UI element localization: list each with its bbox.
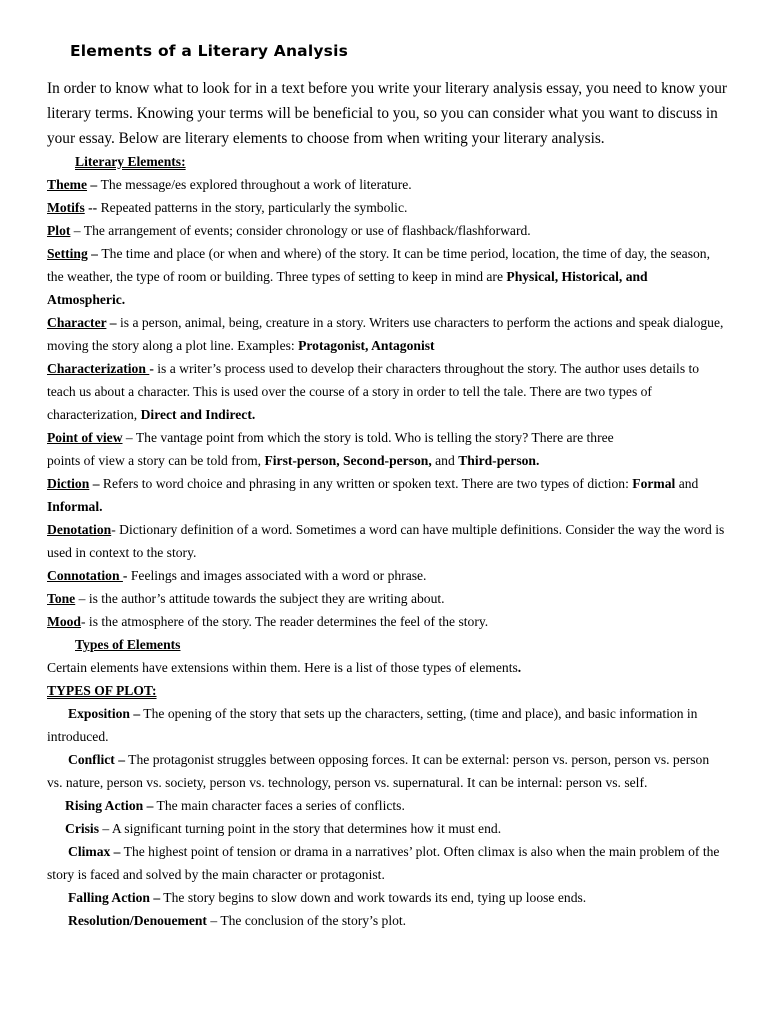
term-definition: The arrangement of events; consider chronology or use of flashback/flashforward. [83, 223, 531, 238]
plot-type-label: Exposition – [68, 706, 141, 721]
term-point-of-view-continued [47, 449, 727, 472]
term-bold-emphasis: Formal [632, 476, 676, 491]
term-setting [47, 242, 727, 311]
plot-types-heading: TYPES OF PLOT: [47, 683, 157, 698]
plot-type-crisis [47, 817, 727, 840]
term-label: Denotation [47, 522, 112, 537]
plot-type-definition: The highest point of tension or drama in a narratives’ plot. Often climax is also when the main problem of the story is faced and solved by the main character or protagonist. [47, 844, 720, 882]
term-bold-emphasis: Third-person. [458, 453, 540, 468]
literary-elements-heading-text: Literary Elements: [75, 154, 186, 169]
term-definition: The time and place (or when and where) of the story. It can be time period, location, the time of day, the season, the weather, the type of room or building. Three types of setting to keep in mind are [47, 246, 710, 284]
term-label: Theme [47, 177, 88, 192]
term-label: Character [47, 315, 107, 330]
term-bold-emphasis: First-person, Second-person, [264, 453, 432, 468]
term-definition: points of view a story can be told from, [47, 453, 265, 468]
types-heading-line [47, 633, 727, 656]
term-separator: – [75, 591, 89, 606]
term-definition: is the author’s attitude towards the subject they are writing about. [88, 591, 445, 606]
plot-type-definition: – A significant turning point in the story that determines how it must end. [98, 821, 502, 836]
term-definition: is a writer’s process used to develop their characters throughout the story. The author uses details to teach us about a character. This is used over the course of a story in order to tell the tale. There are two types of characterization, [47, 361, 700, 422]
plot-type-definition: The protagonist struggles between opposing forces. It can be external: person vs. person, person vs. person vs. nature, person vs. society, person vs. technology, person vs. supernatural. It can be internal: person vs. self. [47, 752, 710, 790]
term-separator: – [87, 177, 101, 192]
plot-type-label: Resolution/Denouement [68, 913, 207, 928]
intro-paragraph: In order to know what to look for in a text before you write your literary analysis essay, you need to know your literary terms. Knowing your terms will be beneficial to you, so you can consider what you want to discuss in your essay. Below are literary elements to choose from when writing your literary analysis. [47, 80, 727, 147]
term-separator: – [70, 223, 84, 238]
types-intro-text: Certain elements have extensions within them. Here is a list of those types of elements [47, 660, 518, 675]
term-label: Motifs [47, 200, 85, 215]
term-separator: – [122, 430, 136, 445]
literary-elements-heading [47, 154, 186, 169]
plot-type-definition: The main character faces a series of conflicts. [153, 798, 405, 813]
page-title: Elements of a Literary Analysis [70, 42, 349, 60]
term-label: Point of view [47, 430, 123, 445]
term-label: Plot [47, 223, 71, 238]
plot-type-rising-action [47, 794, 727, 817]
term-label: Tone [47, 591, 76, 606]
term-label: Diction [47, 476, 90, 491]
term-definition: The message/es explored throughout a work of literature. [100, 177, 412, 192]
plot-type-definition: The opening of the story that sets up the characters, setting, (time and place), and basic information in introduced. [47, 706, 698, 744]
plot-type-falling-action [47, 886, 727, 909]
term-definition: Repeated patterns in the story, particularly the symbolic. [100, 200, 408, 215]
term-label: Connotation [47, 568, 123, 583]
term-bold-emphasis: Physical, Historical, and Atmospheric. [47, 269, 648, 307]
term-definition: is the atmosphere of the story. The reader determines the feel of the story. [88, 614, 489, 629]
plot-type-label: Conflict – [68, 752, 126, 767]
plot-type-climax [47, 840, 727, 886]
literary-elements-heading-line [47, 150, 727, 173]
term-label: Mood [47, 614, 81, 629]
term-theme [47, 173, 727, 196]
term-bold-emphasis: Direct and Indirect. [140, 407, 256, 422]
plot-type-conflict [47, 748, 727, 794]
term-definition: is a person, animal, being, creature in a story. Writers use characters to perform the actions and speak dialogue, moving the story along a plot line. Examples: [47, 315, 724, 353]
term-separator: – [87, 246, 102, 261]
term-connotation [47, 564, 727, 587]
types-intro-period: . [517, 660, 522, 675]
term-definition: Refers to word choice and phrasing in any written or spoken text. There are two types of diction: [102, 476, 633, 491]
plot-type-definition: – The conclusion of the story’s plot. [206, 913, 407, 928]
term-label: Characterization [47, 361, 150, 376]
plot-types-heading-line [47, 679, 727, 702]
term-separator: – [106, 315, 120, 330]
plot-type-resolution [47, 909, 727, 932]
term-label: Setting [47, 246, 88, 261]
term-separator: - [149, 361, 158, 376]
plot-type-label: Crisis [65, 821, 99, 836]
term-tone [47, 587, 727, 610]
term-separator: - [80, 614, 89, 629]
term-motifs [47, 196, 727, 219]
term-definition: The vantage point from which the story is told. Who is telling the story? There are three [135, 430, 614, 445]
types-intro [47, 656, 727, 679]
term-separator: -- [84, 200, 101, 215]
term-separator: - [111, 522, 120, 537]
types-heading: Types of Elements [75, 637, 181, 652]
term-point-of-view [47, 426, 727, 449]
plot-type-label: Rising Action – [65, 798, 154, 813]
term-plot [47, 219, 727, 242]
plot-type-label: Climax – [68, 844, 121, 859]
term-definition: Feelings and images associated with a word or phrase. [130, 568, 427, 583]
term-denotation [47, 518, 727, 564]
term-separator: – [89, 476, 103, 491]
term-conjunction: and [431, 453, 459, 468]
document-body [47, 150, 727, 932]
term-bold-emphasis: Protagonist, Antagonist [298, 338, 435, 353]
plot-type-exposition [47, 702, 727, 748]
term-conjunction: and [675, 476, 699, 491]
term-definition: Dictionary definition of a word. Sometimes a word can have multiple definitions. Consider the way the word is used in context to the story. [47, 522, 725, 560]
plot-type-definition: The story begins to slow down and work towards its end, tying up loose ends. [160, 890, 587, 905]
plot-type-label: Falling Action – [68, 890, 161, 905]
term-mood [47, 610, 727, 633]
term-diction [47, 472, 727, 518]
term-separator: - [122, 568, 131, 583]
term-character [47, 311, 727, 357]
term-characterization [47, 357, 727, 426]
term-bold-emphasis: Informal. [47, 499, 103, 514]
